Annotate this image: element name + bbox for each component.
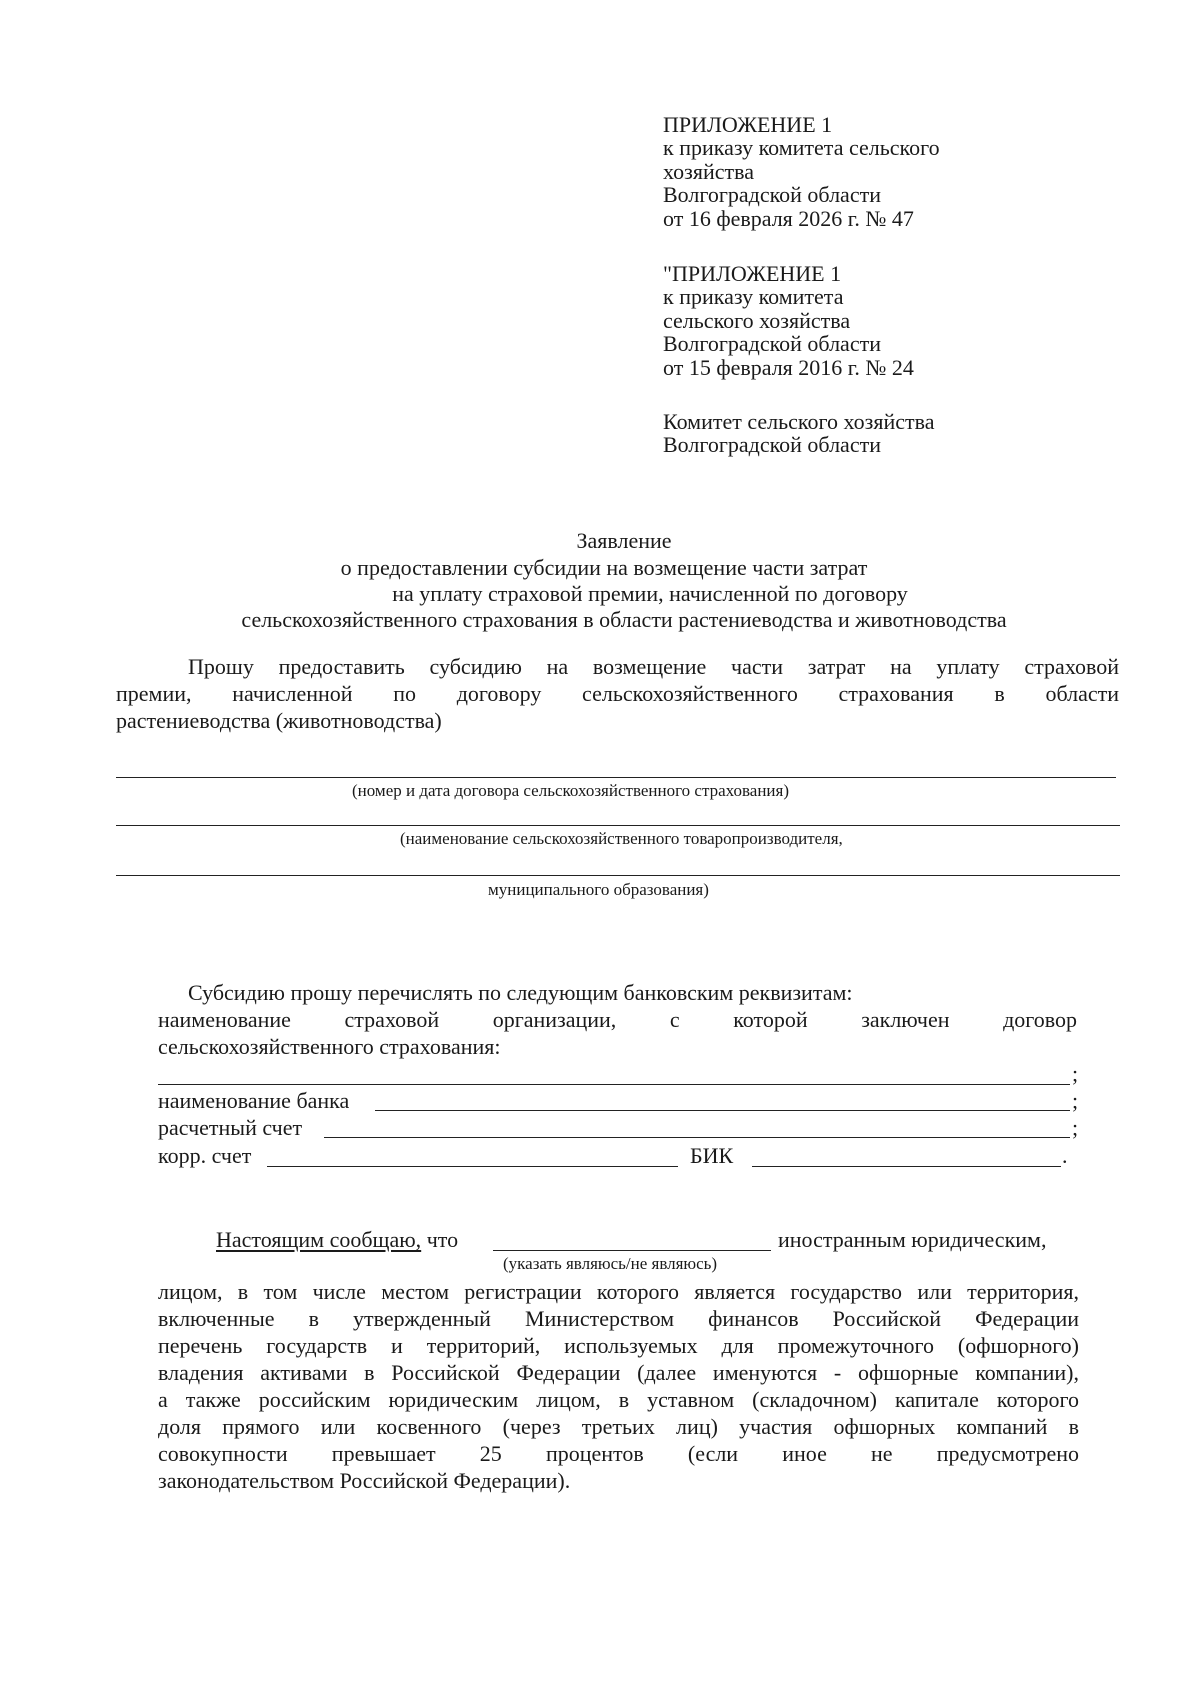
title-line: о предоставлении субсидии на возмещение части затрат <box>340 555 868 580</box>
corr-account-field[interactable] <box>267 1166 678 1167</box>
insurer-label: наименование страховой организации, с которой заключен договор <box>158 1007 1077 1032</box>
appendix-title: ПРИЛОЖЕНИЕ 1 <box>663 112 833 137</box>
semicolon: ; <box>1072 1115 1079 1140</box>
bank-intro: Субсидию прошу перечислять по следующим банковским реквизитам: <box>188 980 853 1005</box>
appendix-title: "ПРИЛОЖЕНИЕ 1 <box>663 261 842 286</box>
insurer-label-cont: сельскохозяйственного страхования: <box>158 1034 501 1059</box>
document-title: Заявление <box>576 528 672 553</box>
header-line: к приказу комитета сельского <box>663 135 940 161</box>
addressee-line: Волгоградской области <box>663 432 881 458</box>
semicolon: ; <box>1072 1061 1079 1086</box>
request-line: премии, начисленной по договору сельскохозяйственного страхования в области <box>116 681 1119 706</box>
header-line: к приказу комитета <box>663 284 844 310</box>
header-line: сельского хозяйства <box>663 307 851 333</box>
bik-label: БИК <box>690 1143 734 1168</box>
notice-line: совокупности превышает 25 процентов (если иное не предусмотрено <box>158 1441 1079 1466</box>
header-original-block <box>663 262 914 379</box>
notice-line: владения активами в Российской Федерации (далее именуются - офшорные компании), <box>158 1360 1079 1385</box>
notice-lead <box>216 1228 458 1252</box>
municipality-caption: муниципального образования) <box>488 880 709 899</box>
bank-name-field[interactable] <box>375 1110 1070 1111</box>
notice-line: перечень государств и территорий, используемых для промежуточного (офшорного) <box>158 1333 1079 1358</box>
notice-line: лицом, в том числе местом регистрации которого является государство или территория, <box>158 1279 1079 1304</box>
notice-lead-text: Настоящим сообщаю, <box>216 1227 422 1252</box>
notice-line: законодательством Российской Федерации). <box>158 1468 571 1493</box>
notice-line: доля прямого или косвенного (через третьих лиц) участия офшорных компаний в <box>158 1414 1079 1439</box>
contract-number-date-field[interactable] <box>116 777 1116 778</box>
corr-account-label: корр. счет <box>158 1143 252 1168</box>
semicolon: ; <box>1072 1088 1079 1113</box>
contract-caption: (номер и дата договора сельскохозяйственного страхования) <box>352 781 790 800</box>
notice-that: что <box>426 1227 459 1252</box>
request-line: Прошу предоставить субсидию на возмещение части затрат на уплату страховой <box>188 654 1119 679</box>
municipality-field[interactable] <box>116 875 1120 876</box>
notice-after-blank: иностранным юридическим, <box>778 1227 1047 1252</box>
status-hint: (указать являюсь/не являюсь) <box>503 1254 718 1273</box>
addressee-block <box>663 410 934 457</box>
bik-field[interactable] <box>752 1166 1061 1167</box>
addressee-line: Комитет сельского хозяйства <box>663 409 935 434</box>
notice-line: а также российским юридическим лицом, в уставном (складочном) капитале которого <box>158 1387 1079 1412</box>
producer-caption: (наименование сельскохозяйственного товаропроизводителя, <box>400 829 843 848</box>
header-approval-block <box>663 113 940 230</box>
bank-name-label: наименование банка <box>158 1088 350 1113</box>
title-line: сельскохозяйственного страхования в области растениеводства и животноводства <box>241 607 1007 632</box>
header-line: Волгоградской области <box>663 182 881 208</box>
order-date-number: от 16 февраля 2026 г. № 47 <box>663 205 914 231</box>
request-line: растениеводства (животноводства) <box>116 708 442 733</box>
account-label: расчетный счет <box>158 1115 303 1140</box>
notice-line: включенные в утвержденный Министерством финансов Российской Федерации <box>158 1306 1079 1331</box>
status-field[interactable] <box>493 1250 771 1251</box>
header-line: Волгоградской области <box>663 331 881 357</box>
producer-name-field[interactable] <box>116 825 1120 826</box>
settlement-account-field[interactable] <box>324 1137 1070 1138</box>
order-date-number: от 15 февраля 2016 г. № 24 <box>663 354 914 380</box>
insurer-name-field[interactable] <box>158 1084 1070 1085</box>
title-line: на уплату страховой премии, начисленной по договору <box>392 581 908 606</box>
period: . <box>1062 1143 1068 1168</box>
header-line: хозяйства <box>663 158 754 184</box>
